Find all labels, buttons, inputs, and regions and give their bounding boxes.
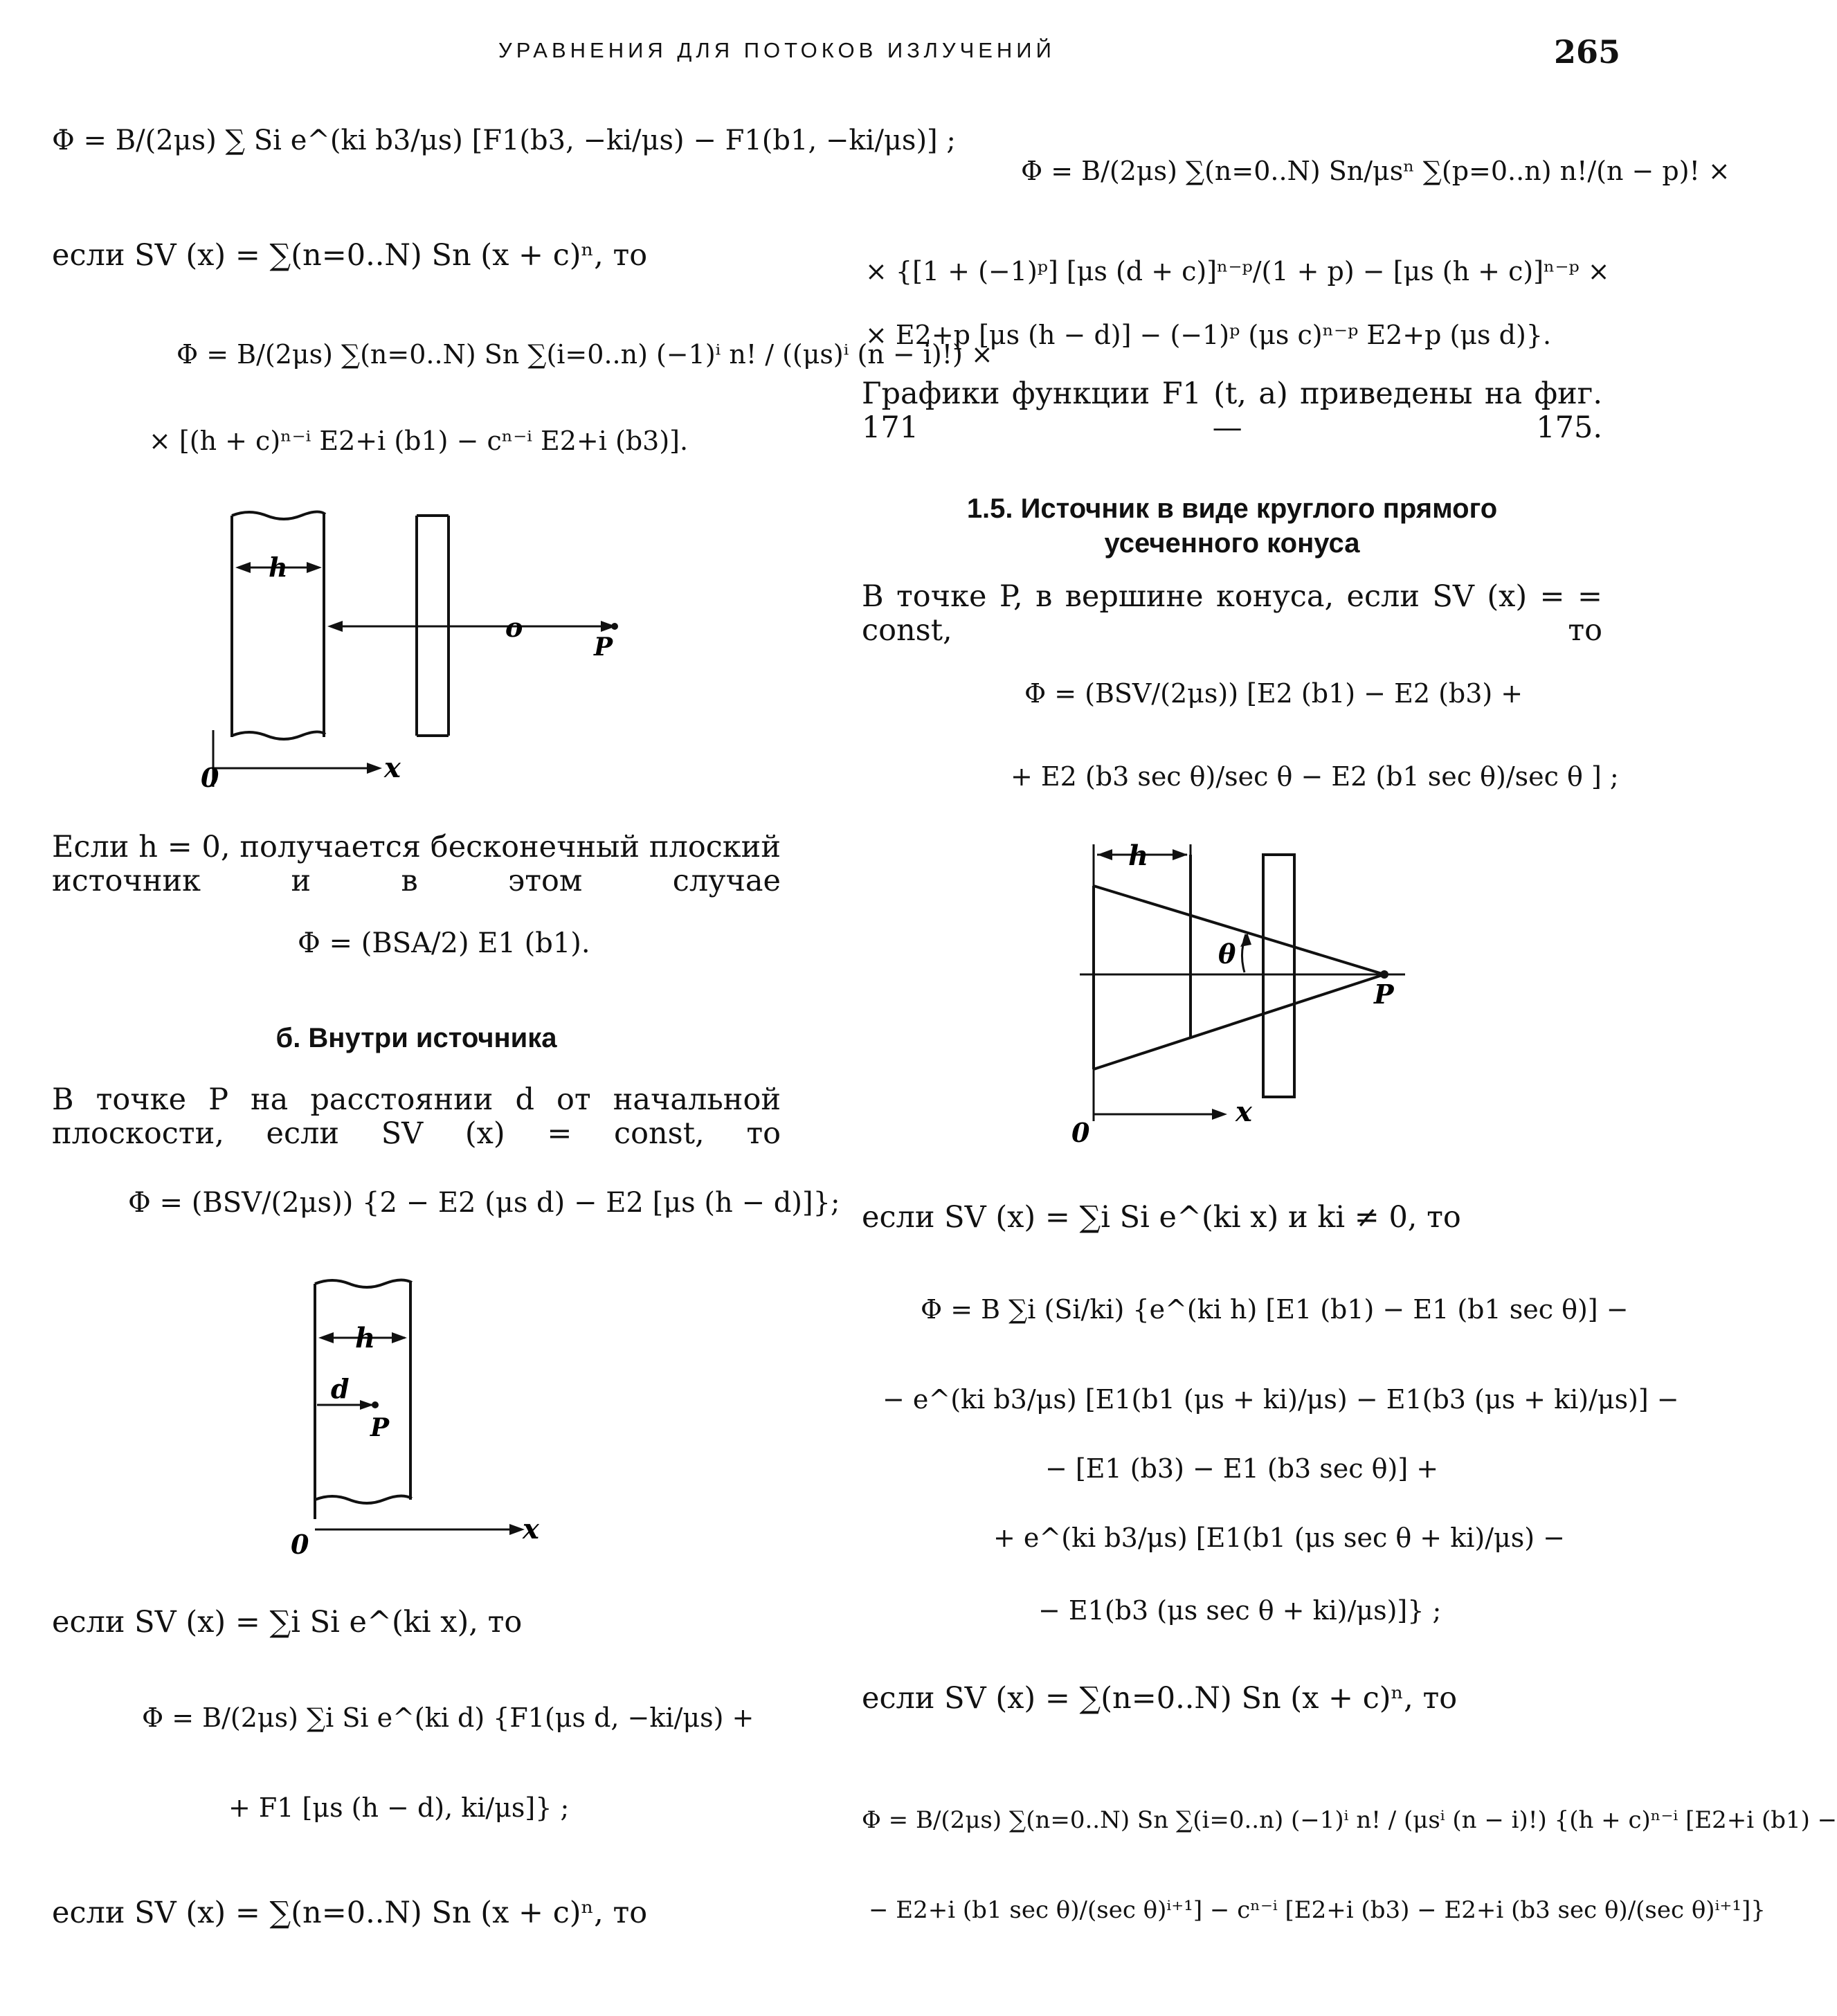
label-h: h (1128, 839, 1149, 872)
label-h: h (269, 552, 288, 583)
page-number: 265 (1554, 33, 1621, 71)
label-d: d (331, 1373, 350, 1404)
equation-right-2: − e^(ki b3/μs) [E1(b1 (μs + ki)/μs) − E1(b3 (μs + ki)/μs)] − (883, 1384, 1679, 1415)
label-p: P (370, 1413, 390, 1442)
figure-slab-with-plate (201, 502, 644, 799)
paragraph-inside-source: В точке P на расстоянии d от начальной плоскости, если SV (x) = const, то (52, 1082, 781, 1151)
label-theta: θ (1218, 938, 1236, 970)
condition-polynomial-2: если SV (x) = ∑(n=0..N) Sn (x + c)ⁿ, то (52, 1896, 648, 1930)
paragraph-cone: В точке P, в вершине конуса, если SV (x) = = const, то (862, 579, 1602, 648)
section-heading-cone-line1: 1.5. Источник в виде круглого прямого (966, 493, 1498, 524)
label-h: h (355, 1322, 376, 1354)
figure-truncated-cone (1059, 830, 1460, 1156)
figure-slab-interior-point (284, 1270, 547, 1561)
condition-polynomial-1: если SV (x) = ∑(n=0..N) Sn (x + c)ⁿ, то (52, 238, 648, 273)
equation-right-5: − E1(b3 (μs sec θ + ki)/μs)]} ; (1038, 1595, 1442, 1626)
equation-right-7: − E2+i (b1 sec θ)/(sec θ)ⁱ⁺¹] − cⁿ⁻ⁱ [E2+i (b3) − E2+i (b3 sec θ)/(sec θ)ⁱ⁺¹]} (869, 1896, 1766, 1924)
label-origin: 0 (291, 1529, 309, 1560)
section-heading-inside-source: б. Внутри источника (275, 1023, 557, 1053)
equation-inside-source: Φ = (BSV/(2μs)) {2 − E2 (μs d) − E2 [μs (h − d)]}; (128, 1187, 840, 1219)
equation-h-zero: Φ = (BSA/2) E1 (b1). (298, 927, 590, 959)
condition-exponential-right: если SV (x) = ∑i Si e^(ki x) и ki ≠ 0, то (862, 1200, 1461, 1235)
label-origin: 0 (1071, 1117, 1090, 1148)
condition-polynomial-right: если SV (x) = ∑(n=0..N) Sn (x + c)ⁿ, то (862, 1681, 1458, 1716)
equation-right-top-c: × E2+p [μs (h − d)] − (−1)ᵖ (μs c)ⁿ⁻ᵖ E2+p (μs d)}. (865, 320, 1552, 350)
label-origin: 0 (201, 762, 219, 793)
equation-right-6: Φ = B/(2μs) ∑(n=0..N) Sn ∑(i=0..n) (−1)ⁱ n! / (μsⁱ (n − i)!) {(h + c)ⁿ⁻ⁱ [E2+i (b1) − (862, 1806, 1837, 1834)
equation-right-top-b: × {[1 + (−1)ᵖ] [μs (d + c)]ⁿ⁻ᵖ/(1 + p) − [μs (h + c)]ⁿ⁻ᵖ × (865, 256, 1610, 287)
equation-cone-a: Φ = (BSV/(2μs)) [E2 (b1) − E2 (b3) + (1024, 678, 1523, 709)
paragraph-graphs: Графики функции F1 (t, a) приведены на фиг. 171 — 175. (862, 376, 1602, 445)
condition-exponential: если SV (x) = ∑i Si e^(ki x), то (52, 1605, 523, 1640)
equation-right-3: − [E1 (b3) − E1 (b3 sec θ)] + (1045, 1453, 1439, 1484)
section-heading-cone-line2: усеченного конуса (1104, 528, 1360, 559)
equation-polynomial-1a: Φ = B/(2μs) ∑(n=0..N) Sn ∑(i=0..n) (−1)ⁱ n! / ((μs)ⁱ (n − i)!) × (177, 339, 993, 370)
wavy-edge-top (232, 511, 325, 519)
equation-right-top-a: Φ = B/(2μs) ∑(n=0..N) Sn/μsⁿ ∑(p=0..n) n!/(n − p)! × (1021, 156, 1730, 186)
point-p-marker (611, 623, 618, 630)
equation-exponential-a: Φ = B/(2μs) ∑i Si e^(ki d) {F1(μs d, −ki/μs) + (142, 1702, 754, 1733)
equation-top-left: Φ = B/(2μs) ∑ Si e^(ki b3/μs) [F1(b3, −ki/μs) − F1(b1, −ki/μs)] ; (52, 125, 956, 156)
running-title: УРАВНЕНИЯ ДЛЯ ПОТОКОВ ИЗЛУЧЕНИЙ (498, 38, 1056, 62)
label-p: P (594, 633, 613, 662)
label-x: x (1236, 1096, 1252, 1128)
equation-right-1: Φ = B ∑i (Si/ki) {e^(ki h) [E1 (b1) − E1 (b1 sec θ)] − (921, 1294, 1629, 1325)
equation-right-4: + e^(ki b3/μs) [E1(b1 (μs sec θ + ki)/μs) − (993, 1523, 1565, 1553)
label-p: P (1374, 979, 1394, 1010)
equation-exponential-b: + F1 [μs (h − d), ki/μs]} ; (228, 1792, 570, 1823)
label-x: x (523, 1513, 539, 1545)
label-x: x (384, 752, 401, 784)
paragraph-h-zero: Если h = 0, получается бесконечный плоский источник и в этом случае (52, 830, 781, 898)
wavy-edge-bottom (232, 732, 325, 739)
label-o: o (505, 612, 523, 643)
wavy-edge-top (315, 1280, 412, 1287)
equation-polynomial-1b: × [(h + c)ⁿ⁻ⁱ E2+i (b1) − cⁿ⁻ⁱ E2+i (b3)]. (149, 426, 689, 456)
equation-cone-b: + E2 (b3 sec θ)/sec θ − E2 (b1 sec θ)/sec θ ] ; (1011, 761, 1619, 792)
